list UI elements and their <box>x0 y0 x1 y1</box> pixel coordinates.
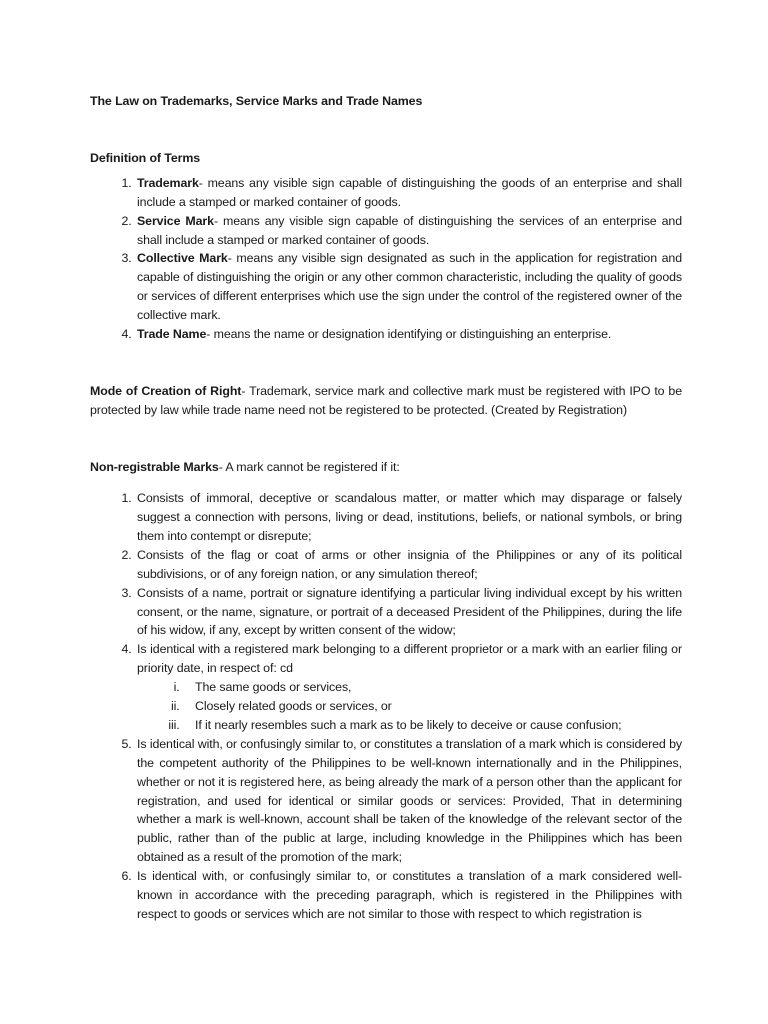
sub-list-item: ii. Closely related goods or services, or <box>183 697 682 716</box>
term-definition: - means any visible sign designated as such in the application for registration and capable of distinguishing the origin or any other common characteristic, including the quality of goods or services of different enterprises which use the sign under the control of the registered owner of the collective mark. <box>137 251 682 323</box>
nonreg-heading: Non-registrable Marks <box>90 459 219 474</box>
mode-paragraph <box>90 382 682 420</box>
sub-list-item: i. The same goods or services, <box>183 678 682 697</box>
document-title: The Law on Trademarks, Service Marks and Trade Names <box>90 94 423 108</box>
definitions-list <box>90 174 682 344</box>
nonreg-intro: - A mark cannot be registered if it: <box>218 459 400 474</box>
list-item <box>135 212 682 250</box>
term-definition: - means any visible sign capable of distinguishing the services of an enterprise and shall include a stamped or marked container of goods. <box>137 213 683 247</box>
term-definition: - means the name or designation identifying or distinguishing an enterprise. <box>206 327 612 342</box>
list-item: 3. Consists of a name, portrait or signature identifying a particular living individual except by his written consent, or the name, signature, or portrait of a deceased President of the Philippines, during the life of his widow, if any, except by written consent of the widow; <box>135 584 682 641</box>
nonreg-sublist <box>137 678 682 735</box>
term-definition: - means any visible sign capable of distinguishing the goods of an enterprise and shall include a stamped or marked container of goods. <box>137 175 682 209</box>
definitions-heading: Definition of Terms <box>90 150 201 165</box>
mode-text: - Trademark, service mark and collective mark must be registered with IPO to be protected by law while trade name need not be registered to be protected. (Created by Registration) <box>90 383 682 417</box>
term-name: Trade Name <box>137 327 207 342</box>
term-name: Trademark <box>137 175 199 190</box>
list-item <box>135 249 682 325</box>
list-item <box>135 640 682 735</box>
list-item: 2. Consists of the flag or coat of arms or other insignia of the Philippines or any of its political subdivisions, or of any foreign nation, or any simulation thereof; <box>135 546 682 584</box>
term-name: Collective Mark <box>137 251 228 266</box>
list-item <box>135 174 682 212</box>
list-item-text: Is identical with a registered mark belonging to a different proprietor or a mark with an earlier filing or priority date, in respect of: cd <box>137 642 682 676</box>
nonreg-paragraph <box>90 458 682 477</box>
list-item: 6. Is identical with, or confusingly similar to, or constitutes a translation of a mark considered well-known in accordance with the preceding paragraph, which is registered in the Philippines with respect to goods or services which are not similar to those with respect to which registration is <box>135 867 682 924</box>
list-item: 1. Consists of immoral, deceptive or scandalous matter, or matter which may disparage or falsely suggest a connection with persons, living or dead, institutions, beliefs, or national symbols, or bring them into contempt or disrepute; <box>135 489 682 546</box>
mode-heading: Mode of Creation of Right <box>90 383 242 398</box>
document-page <box>90 92 682 924</box>
list-item <box>135 325 682 344</box>
list-item: 5. Is identical with, or confusingly similar to, or constitutes a translation of a mark which is considered by the competent authority of the Philippines to be well-known internationally and in the Philippines, whether or not it is registered here, as being already the mark of a person other than the applicant for registration, and used for identical or similar goods or services: Provided, That in determining whether a mark is well-known, account shall be taken of the knowledge of the relevant sector of the public, rather than of the public at large, including knowledge in the Philippines which has been obtained as a result of the promotion of the mark; <box>135 735 682 867</box>
term-name: Service Mark <box>137 213 214 228</box>
nonreg-list <box>90 489 682 924</box>
sub-list-item: iii. If it nearly resembles such a mark as to be likely to deceive or cause confusion; <box>183 716 682 735</box>
